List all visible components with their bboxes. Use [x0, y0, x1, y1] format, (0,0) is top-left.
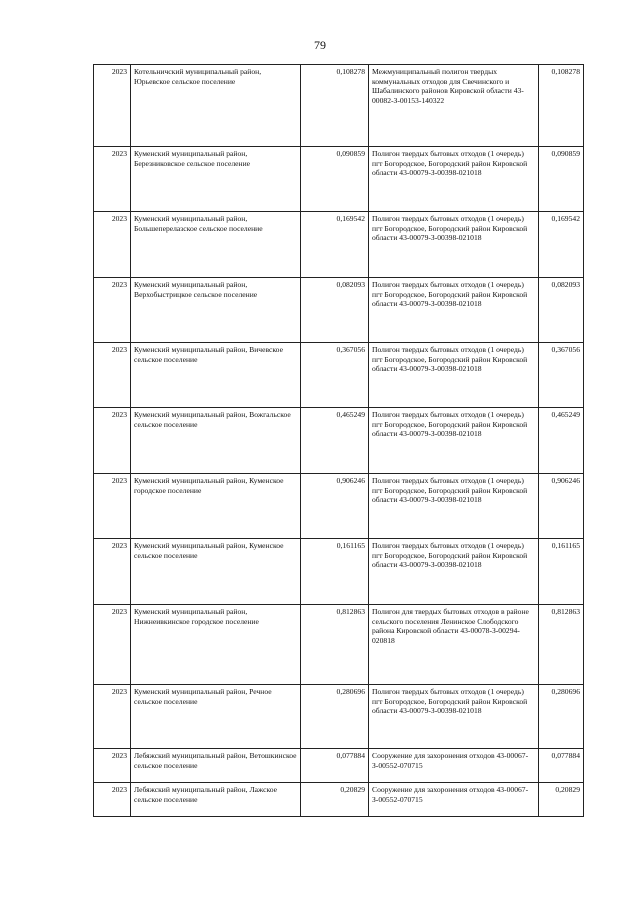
facility-cell: Межмуниципальный полигон твердых коммунальных отходов для Свечинского и Шабалинского районов Кировской области 43-00082-З-00153-140322 — [369, 65, 539, 147]
facility-cell: Полигон для твердых бытовых отходов в районе сельского поселения Ленинское Слободского района Кировской области 43-00078-З-00294-020818 — [369, 605, 539, 685]
municipality-cell: Котельничский муниципальный район, Юрьевское сельское поселение — [131, 65, 301, 147]
mass-total-cell: 0,280696 — [539, 685, 584, 749]
mass-cell: 0,161165 — [301, 539, 369, 605]
mass-cell: 0,082093 — [301, 278, 369, 343]
mass-total-cell: 0,169542 — [539, 212, 584, 278]
table-row — [94, 212, 584, 278]
mass-total-cell: 0,465249 — [539, 408, 584, 474]
year-cell: 2023 — [94, 685, 131, 749]
municipality-cell: Лебяжский муниципальный район, Ветошкинское сельское поселение — [131, 749, 301, 783]
mass-cell: 0,077884 — [301, 749, 369, 783]
table-row — [94, 278, 584, 343]
table-row — [94, 539, 584, 605]
table-row — [94, 474, 584, 539]
mass-total-cell: 0,082093 — [539, 278, 584, 343]
year-cell: 2023 — [94, 408, 131, 474]
mass-cell: 0,465249 — [301, 408, 369, 474]
page-number: 79 — [314, 38, 326, 52]
table-row — [94, 343, 584, 408]
municipality-cell: Куменский муниципальный район, Березниковское сельское поселение — [131, 147, 301, 212]
year-cell: 2023 — [94, 605, 131, 685]
mass-total-cell: 0,161165 — [539, 539, 584, 605]
mass-total-cell: 0,108278 — [539, 65, 584, 147]
mass-total-cell: 0,090859 — [539, 147, 584, 212]
table-row — [94, 783, 584, 817]
municipality-cell: Куменский муниципальный район, Вичевское сельское поселение — [131, 343, 301, 408]
mass-cell: 0,108278 — [301, 65, 369, 147]
mass-total-cell: 0,812863 — [539, 605, 584, 685]
municipality-cell: Куменский муниципальный район, Нижнеивкинское городское поселение — [131, 605, 301, 685]
facility-cell: Полигон твердых бытовых отходов (1 очередь) пгт Богородское, Богородский район Кировской области 43-00079-З-00398-021018 — [369, 278, 539, 343]
municipality-cell: Куменский муниципальный район, Куменское сельское поселение — [131, 539, 301, 605]
year-cell: 2023 — [94, 212, 131, 278]
facility-cell: Сооружение для захоронения отходов 43-00067-З-00552-070715 — [369, 749, 539, 783]
facility-cell: Полигон твердых бытовых отходов (1 очередь) пгт Богородское, Богородский район Кировской области 43-00079-З-00398-021018 — [369, 408, 539, 474]
mass-cell: 0,906246 — [301, 474, 369, 539]
year-cell: 2023 — [94, 539, 131, 605]
year-cell: 2023 — [94, 278, 131, 343]
table-row — [94, 408, 584, 474]
mass-total-cell: 0,367056 — [539, 343, 584, 408]
table-row — [94, 749, 584, 783]
municipality-cell: Куменский муниципальный район, Куменское городское поселение — [131, 474, 301, 539]
mass-cell: 0,090859 — [301, 147, 369, 212]
facility-cell: Полигон твердых бытовых отходов (1 очередь) пгт Богородское, Богородский район Кировской области 43-00079-З-00398-021018 — [369, 212, 539, 278]
table-row — [94, 147, 584, 212]
year-cell: 2023 — [94, 343, 131, 408]
facility-cell: Полигон твердых бытовых отходов (1 очередь) пгт Богородское, Богородский район Кировской области 43-00079-З-00398-021018 — [369, 474, 539, 539]
mass-total-cell: 0,906246 — [539, 474, 584, 539]
facility-cell: Сооружение для захоронения отходов 43-00067-З-00552-070715 — [369, 783, 539, 817]
table-row — [94, 685, 584, 749]
mass-cell: 0,169542 — [301, 212, 369, 278]
facility-cell: Полигон твердых бытовых отходов (1 очередь) пгт Богородское, Богородский район Кировской области 43-00079-З-00398-021018 — [369, 147, 539, 212]
year-cell: 2023 — [94, 749, 131, 783]
waste-table — [93, 64, 584, 817]
mass-cell: 0,812863 — [301, 605, 369, 685]
mass-cell: 0,280696 — [301, 685, 369, 749]
municipality-cell: Куменский муниципальный район, Верхобыстрицкое сельское поселение — [131, 278, 301, 343]
mass-cell: 0,20829 — [301, 783, 369, 817]
facility-cell: Полигон твердых бытовых отходов (1 очередь) пгт Богородское, Богородский район Кировской области 43-00079-З-00398-021018 — [369, 343, 539, 408]
table-row — [94, 65, 584, 147]
municipality-cell: Куменский муниципальный район, Вожгальское сельское поселение — [131, 408, 301, 474]
year-cell: 2023 — [94, 147, 131, 212]
facility-cell: Полигон твердых бытовых отходов (1 очередь) пгт Богородское, Богородский район Кировской области 43-00079-З-00398-021018 — [369, 539, 539, 605]
mass-total-cell: 0,077884 — [539, 749, 584, 783]
mass-total-cell: 0,20829 — [539, 783, 584, 817]
table-row — [94, 605, 584, 685]
year-cell: 2023 — [94, 474, 131, 539]
municipality-cell: Куменский муниципальный район, Большеперелазское сельское поселение — [131, 212, 301, 278]
year-cell: 2023 — [94, 65, 131, 147]
mass-cell: 0,367056 — [301, 343, 369, 408]
municipality-cell: Куменский муниципальный район, Речное сельское поселение — [131, 685, 301, 749]
facility-cell: Полигон твердых бытовых отходов (1 очередь) пгт Богородское, Богородский район Кировской области 43-00079-З-00398-021018 — [369, 685, 539, 749]
municipality-cell: Лебяжский муниципальный район, Лажское сельское поселение — [131, 783, 301, 817]
year-cell: 2023 — [94, 783, 131, 817]
